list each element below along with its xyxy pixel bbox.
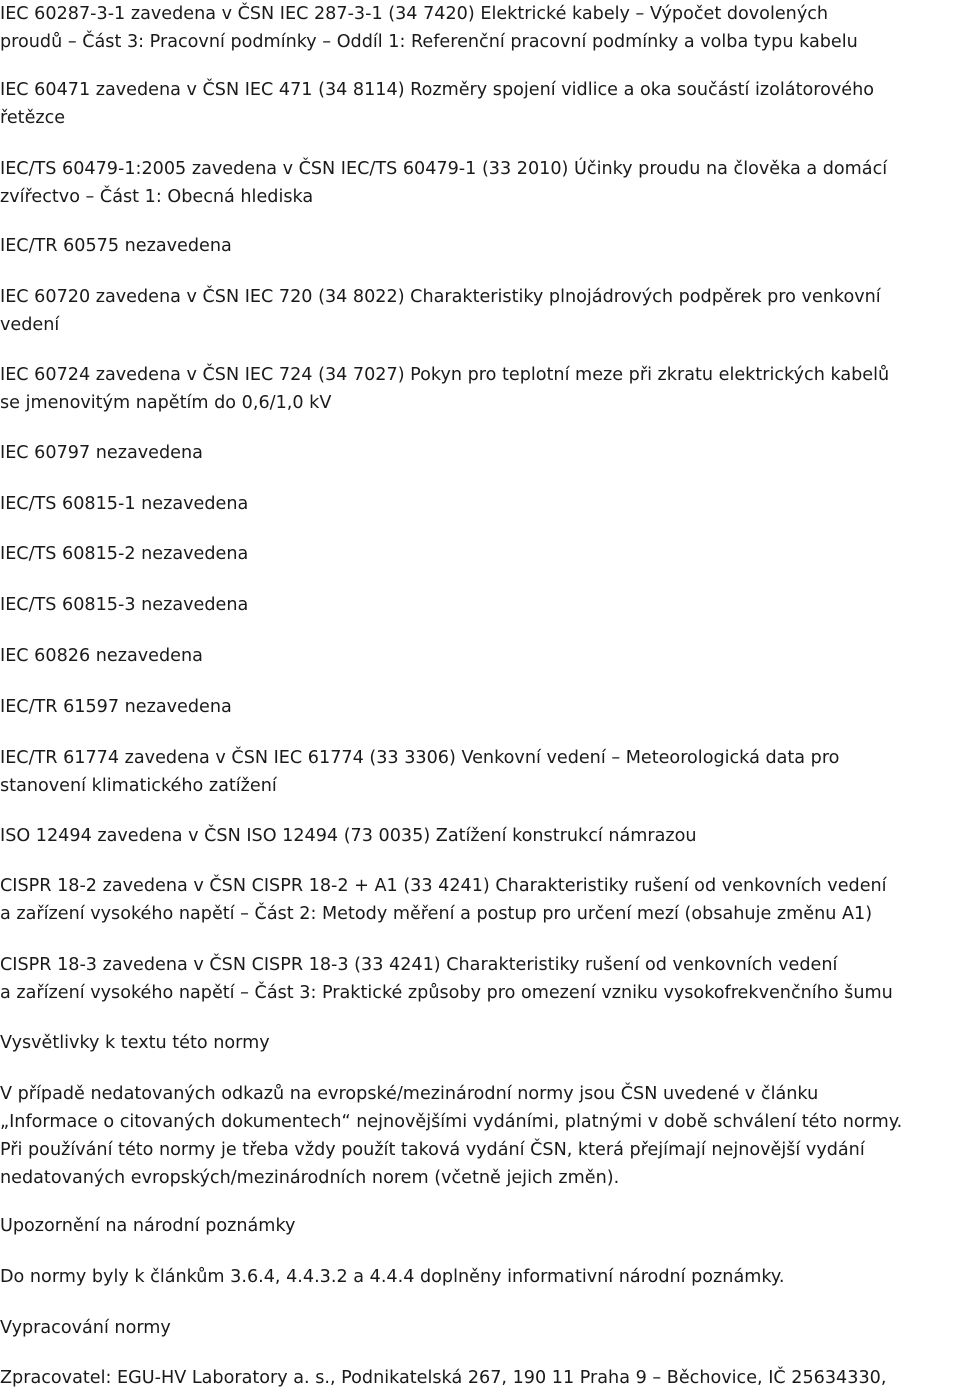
paragraph-cispr-18-3: CISPR 18-3 zavedena v ČSN CISPR 18-3 (33 4241) Charakteristiky rušení od venkovních vedení a zařízení vysokého napětí – Část 3: Praktické způsoby pro omezení vzniku vysokofrekvenčního šumu xyxy=(0,955,893,1003)
paragraph-national-notes: Do normy byly k článkům 3.6.4, 4.4.3.2 a 4.4.4 doplněny informativní národní poznámky. xyxy=(0,1267,785,1287)
heading-explanatory-notes: Vysvětlivky k textu této normy xyxy=(0,1033,270,1053)
paragraph-iec-ts-60815-3: IEC/TS 60815-3 nezavedena xyxy=(0,595,249,615)
paragraph-iec-ts-60479-1: IEC/TS 60479-1:2005 zavedena v ČSN IEC/TS 60479-1 (33 2010) Účinky proudu na člověka a domácí zvířectvo – Část 1: Obecná hlediska xyxy=(0,159,888,207)
paragraph-iec-tr-60575: IEC/TR 60575 nezavedena xyxy=(0,236,232,256)
paragraph-iec-60471: IEC 60471 zavedena v ČSN IEC 471 (34 8114) Rozměry spojení vidlice a oka součástí izolátorového řetězce xyxy=(0,80,875,128)
paragraph-iec-60720: IEC 60720 zavedena v ČSN IEC 720 (34 8022) Charakteristiky plnojádrových podpěrek pro venkovní vedení xyxy=(0,287,881,335)
paragraph-iec-ts-60815-1: IEC/TS 60815-1 nezavedena xyxy=(0,494,249,514)
paragraph-iec-60797: IEC 60797 nezavedena xyxy=(0,443,203,463)
paragraph-iec-60826: IEC 60826 nezavedena xyxy=(0,646,203,666)
paragraph-iso-12494: ISO 12494 zavedena v ČSN ISO 12494 (73 0035) Zatížení konstrukcí námrazou xyxy=(0,826,697,846)
heading-norm-preparation: Vypracování normy xyxy=(0,1318,171,1338)
paragraph-undated-references: V případě nedatovaných odkazů na evropské/mezinárodní normy jsou ČSN uvedené v článku „Informace o citovaných dokumentech“ nejnovějšími vydáními, platnými v době schválení této normy. Při používání této normy je třeba vždy použít taková vydání ČSN, která přejímají nejnovější vydání nedatovaných evropských/mezinárodních norem (včetně jejich změn). xyxy=(0,1084,903,1188)
paragraph-iec-tr-61597: IEC/TR 61597 nezavedena xyxy=(0,697,232,717)
paragraph-iec-60724: IEC 60724 zavedena v ČSN IEC 724 (34 7027) Pokyn pro teplotní meze při zkratu elektrických kabelů se jmenovitým napětím do 0,6/1,0 kV xyxy=(0,365,890,413)
paragraph-iec-60287-3-1: IEC 60287-3-1 zavedena v ČSN IEC 287-3-1 (34 7420) Elektrické kabely – Výpočet dovolených proudů – Část 3: Pracovní podmínky – Oddíl 1: Referenční pracovní podmínky a volba typu kabelu xyxy=(0,4,858,52)
paragraph-processor: Zpracovatel: EGU-HV Laboratory a. s., Podnikatelská 267, 190 11 Praha 9 – Běchovice, IČ 25634330, xyxy=(0,1368,887,1388)
heading-national-notes: Upozornění na národní poznámky xyxy=(0,1216,296,1236)
paragraph-iec-ts-60815-2: IEC/TS 60815-2 nezavedena xyxy=(0,544,249,564)
paragraph-cispr-18-2: CISPR 18-2 zavedena v ČSN CISPR 18-2 + A1 (33 4241) Charakteristiky rušení od venkovních vedení a zařízení vysokého napětí – Část 2: Metody měření a postup pro určení mezí (obsahuje změnu A1) xyxy=(0,876,887,924)
paragraph-iec-tr-61774: IEC/TR 61774 zavedena v ČSN IEC 61774 (33 3306) Venkovní vedení – Meteorologická data pro stanovení klimatického zatížení xyxy=(0,748,840,796)
